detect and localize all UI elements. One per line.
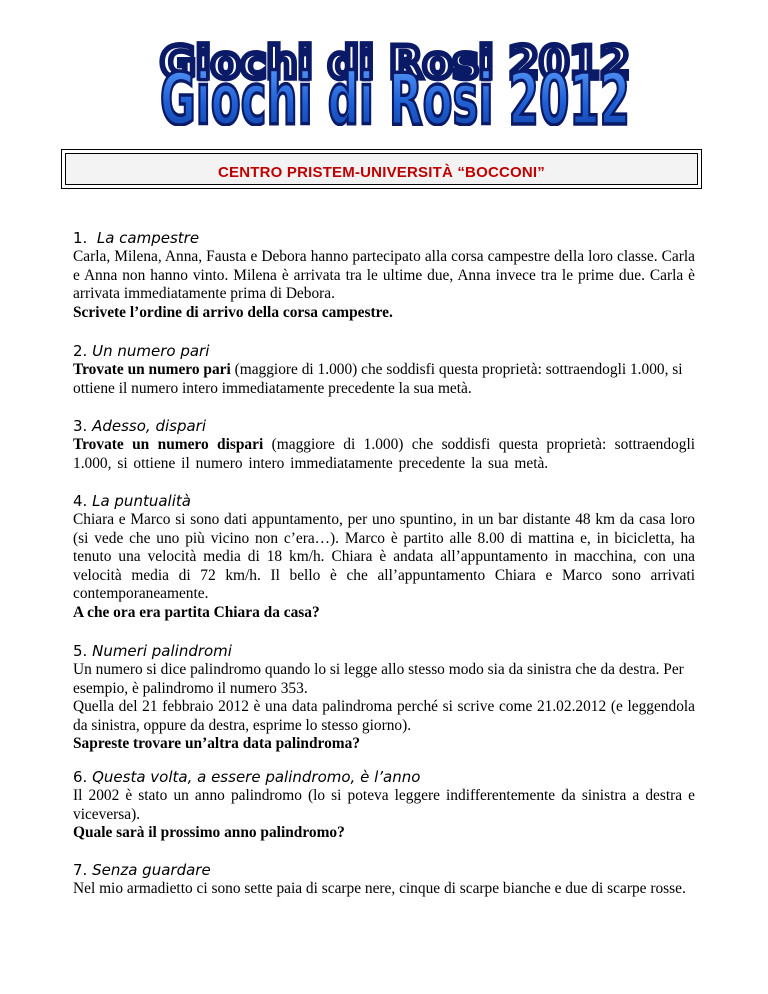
problem-7-heading — [73, 860, 695, 880]
problem-1-number: 1. — [73, 229, 88, 247]
problem-4-heading — [73, 491, 695, 511]
problem-6-question: Quale sarà il prossimo anno palindromo? — [73, 824, 345, 842]
giochi-di-rosi-logo — [150, 38, 640, 126]
problem-2-heading — [73, 341, 695, 361]
problem-5-heading — [73, 641, 695, 661]
problem-7-title: Senza guardare — [92, 861, 211, 879]
problem-3 — [73, 416, 695, 473]
problem-1-heading — [73, 228, 695, 248]
problem-6-heading — [73, 767, 695, 787]
problem-3-title: Adesso, dispari — [92, 417, 206, 435]
problem-7 — [73, 860, 695, 899]
center-title-inner — [65, 153, 698, 185]
problem-2-body: (maggiore di 1.000) che soddisfi questa proprietà: sottraendogli 1.000, si ottiene il numero intero immediatamente precedente la sua metà. — [73, 361, 683, 397]
problem-7-text: Nel mio armadietto ci sono sette paia di scarpe nere, cinque di scarpe bianche e due di scarpe rosse. — [73, 880, 686, 897]
problem-4 — [73, 491, 695, 623]
problem-2-title: Un numero pari — [92, 342, 210, 360]
problem-6 — [73, 767, 695, 843]
problem-5 — [73, 641, 695, 754]
problem-1-title: La campestre — [96, 229, 200, 247]
problem-1-text: Carla, Milena, Anna, Fausta e Debora hanno partecipato alla corsa campestre della loro classe. Carla e Anna non hanno vinto. Milena è arrivata tra le ultime due, Anna invece tra le prime due. Carla è arrivata immediatamente prima di Debora. — [73, 248, 695, 303]
problem-5-text-a: Un numero si dice palindromo quando lo si legge allo stesso modo sia da sinistra che da destra. Per esempio, è palindromo il numero 353. — [73, 661, 684, 697]
problem-2-number: 2. — [73, 342, 88, 360]
problem-3-text — [73, 436, 695, 473]
problem-5-title: Numeri palindromi — [92, 642, 232, 660]
problem-2-lead: Trovate un numero pari — [73, 361, 231, 378]
problem-6-title: Questa volta, a essere palindromo, è l’anno — [92, 768, 421, 786]
problem-1 — [73, 228, 695, 322]
problem-3-number: 3. — [73, 417, 88, 435]
problem-6-text: Il 2002 è stato un anno palindromo (lo si poteva leggere indifferentemente da sinistra a destra e viceversa). — [73, 787, 695, 823]
problem-7-number: 7. — [73, 861, 88, 879]
problem-4-question: A che ora era partita Chiara da casa? — [73, 603, 320, 621]
problem-5-question: Sapreste trovare un’altra data palindroma? — [73, 735, 361, 753]
problem-4-title: La puntualità — [92, 492, 191, 510]
problem-1-question: Scrivete l’ordine di arrivo della corsa campestre. — [73, 303, 393, 321]
problem-2 — [73, 341, 695, 398]
problem-3-heading — [73, 416, 695, 436]
problem-5-number: 5. — [73, 642, 88, 660]
problem-2-text — [73, 361, 695, 398]
center-title-box — [61, 149, 702, 189]
problem-3-lead: Trovate un numero dispari — [73, 436, 264, 453]
svg-text:Giochi di Rosi 2012: Giochi di Rosi 2012 — [160, 57, 630, 126]
svg-text:Giochi di Rosi 2012: Giochi di Rosi 2012 — [160, 38, 631, 89]
center-title: CENTRO PRISTEM-UNIVERSITÀ “BOCCONI” — [217, 164, 545, 181]
problem-6-number: 6. — [73, 768, 88, 786]
problem-3-body: (maggiore di 1.000) che soddisfi questa proprietà: sottraendogli 1.000, si ottiene il numero intero immediatamente precedente la sua metà. — [73, 436, 696, 472]
problem-5-text-b: Quella del 21 febbraio 2012 è una data palindroma perché si scrive come 21.02.2012 (e leggendola da sinistra, oppure da destra, esprime lo stesso giorno). — [73, 698, 695, 734]
problem-4-text: Chiara e Marco si sono dati appuntamento, per uno spuntino, in un bar distante 48 km da casa loro (si vede che uno più vicino non c’era…). Marco è partito alle 8.00 di mattina e, in bicicletta, ha tenuto una velocità media di 18 km/h. Chiara è andata all’appuntamento in macchina, con una velocità media di 72 km/h. Il bello è che all’appuntamento Chiara e Marco sono arrivati contemporaneamente. — [73, 511, 695, 603]
problem-4-number: 4. — [73, 492, 88, 510]
